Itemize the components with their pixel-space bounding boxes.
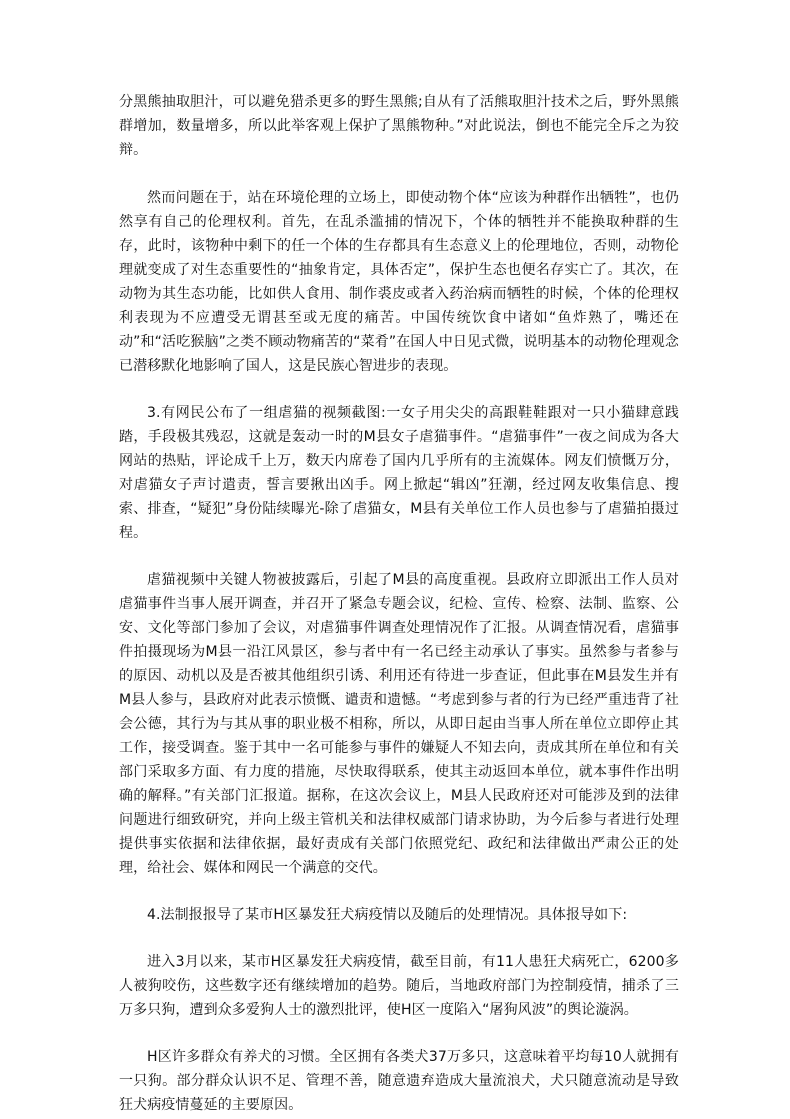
paragraph-black-bear-bile: 分黑熊抽取胆汁，可以避免猎杀更多的野生黑熊;自从有了活熊取胆汁技术之后，野外黑熊群增加，数量增多，所以此举客观上保护了黑熊物种。”对此说法，倒也不能完全斥之为狡辩。 [119, 94, 679, 158]
document-page [119, 90, 679, 1117]
paragraph-rabies-outbreak: 进入3月以来，某市H区暴发狂犬病疫情，截至目前，有11人患狂犬病死亡，6200多人被狗咬伤，这些数字还有继续增加的趋势。随后，当地政府部门为控制疫情，捕杀了三万多只狗，遭到众多爱狗人士的激烈批评，使H区一度陷入“屠狗风波”的舆论漩涡。 [119, 954, 679, 1018]
paragraph-cat-abuse-incident: 3.有网民公布了一组虐猫的视频截图:一女子用尖尖的高跟鞋鞋跟对一只小猫肆意践踏，手段极其残忍，这就是轰动一时的M县女子虐猫事件。“虐猫事件”一夜之间成为各大网站的热贴，评论成千上万，数天内席卷了国内几乎所有的主流媒体。网友们愤慨万分，对虐猫女子声讨遣责，誓言要揪出凶手。网上掀起“辑凶”狂潮，经过网友收集信息、搜索、排查，“疑犯”身份陆续曝光-除了虐猫女，M县有关单位工作人员也参与了虐猫拍摄过程。 [119, 405, 679, 541]
paragraph-county-response: 虐猫视频中关键人物被披露后，引起了M县的高度重视。县政府立即派出工作人员对虐猫事件当事人展开调查，并召开了紧急专题会议，纪检、宣传、检察、法制、监察、公安、文化等部门参加了会议，对虐猫事件调查处理情况作了汇报。从调查情况看，虐猫事件拍摄现场为M县一沿江风景区，参与者中有一名已经主动承认了事实。虽然参与者参与的原因、动机以及是否被其他组织引诱、利用还有待进一步查证，但此事在M县发生并有M县人参与，县政府对此表示愤慨、谴责和遗憾。“考虑到参与者的行为已经严重违背了社会公德，其行为与其从事的职业极不相称，所以，从即日起由当事人所在单位立即停止其工作，接受调查。鉴于其中一名可能参与事件的嫌疑人不知去向，责成其所在单位和有关部门采取多方面、有力度的措施，尽快取得联系，使其主动返回本单位，就本事件作出明确的解释。”有关部门汇报道。据称，在这次会议上，M县人民政府还对可能涉及到的法律问题进行细致研究，并向上级主管机关和法律权威部门请求协助，为今后参与者进行处理提供事实依据和法律依据，最好责成有关部门依照党纪、政纪和法律做出严肃公正的处理，给社会、媒体和网民一个满意的交代。 [119, 572, 679, 876]
paragraph-dog-ownership: H区许多群众有养犬的习惯。全区拥有各类犬37万多只，这意味着平均每10人就拥有一只狗。部分群众认识不足、管理不善，随意遗弃造成大量流浪犬，犬只随意流动是导致狂犬病疫情蔓延的主要原因。 [119, 1049, 679, 1113]
paragraph-environmental-ethics: 然而问题在于，站在环境伦理的立场上，即使动物个体“应该为种群作出牺牲”，也仍然享有自己的伦理权利。首先，在乱杀滥捕的情况下，个体的牺牲并不能换取种群的生存，此时，该物种中剩下的任一个体的生存都具有生态意义上的伦理地位，否则，动物伦理就变成了对生态重要性的“抽象肯定，具体否定”，保护生态也便名存实亡了。其次，在动物为其生态功能，比如供人食用、制作裘皮或者入药治病而牺牲的时候，个体的伦理权利表现为不应遭受无谓甚至或无度的痛苦。中国传统饮食中诸如“鱼炸熟了，嘴还在动”和“活吃猴脑”之类不顾动物痛苦的“菜肴”在国人中日见式微，说明基本的动物伦理观念已潜移默化地影响了国人，这是民族心智进步的表现。 [119, 190, 679, 374]
paragraph-rabies-report-intro: 4.法制报报导了某市H区暴发狂犬病疫情以及随后的处理情况。具体报导如下: [147, 907, 628, 923]
